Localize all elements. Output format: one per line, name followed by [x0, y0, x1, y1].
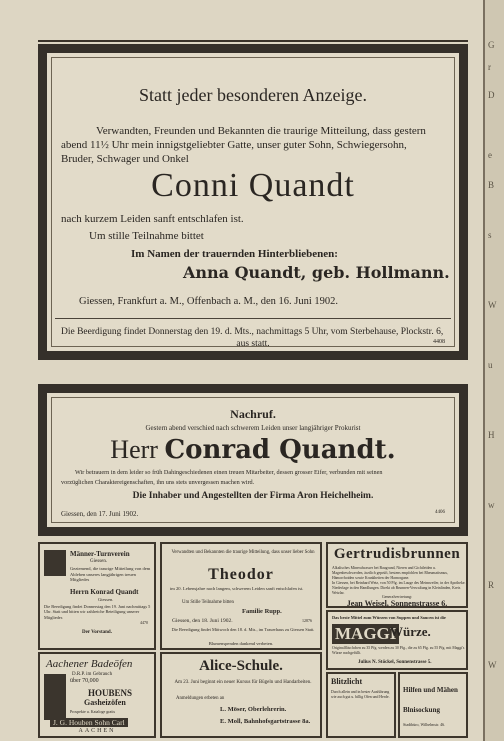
- ref-number: 12876: [302, 618, 312, 623]
- funeral-info: Die Beerdigung findet Donnerstag den 19. d. Mts., nachmittags 5 Uhr, vom Sterbehause, Plockstr. 6,: [61, 327, 444, 337]
- edge-letter: B: [488, 180, 495, 190]
- ad-name: Theodor: [208, 566, 274, 583]
- ad-text: Das beste Mittel zum Würzen von Suppen und Saucen ist die: [332, 615, 446, 620]
- ref-number: 4406: [435, 510, 445, 515]
- ad-title: Alice-Schule.: [199, 658, 283, 674]
- ad-title: Gertrudisbrunnen: [333, 546, 461, 562]
- edge-letter: r: [488, 62, 491, 72]
- ad-title: Blitzlicht: [331, 677, 363, 686]
- edge-letter: R: [488, 580, 495, 590]
- ad-text: Die Beerdigung findet Donnerstag den 19. Juni nachmittags 5 Uhr. Statt und bitten wir zahlreiche Beteiligung unserer Mitglieder.: [44, 604, 151, 620]
- ad-brand: Blnisockung: [403, 706, 440, 714]
- ad-maggi: [326, 610, 468, 670]
- signature-name: Anna Quandt, geb. Hollmann.: [183, 263, 450, 282]
- ad-address: Stadtbüro, Wilhelmstr. 46.: [403, 722, 446, 727]
- ad-family: Familie Rupp.: [242, 608, 282, 615]
- ref-number: 4470: [140, 620, 148, 625]
- ad-name: Herrn Konrad Quandt: [70, 588, 139, 596]
- ad-theodor: [160, 542, 322, 650]
- top-rule: [38, 40, 468, 42]
- ad-text: Durch allein und in bester Ausführung wie auch gut u. billig Ofen und Herde.: [331, 690, 390, 699]
- notice-text: nach kurzem Leiden sanft entschlafen ist.: [61, 213, 244, 225]
- ad-name: Jean Weisel, Sonnenstrasse 6.: [346, 599, 448, 608]
- ad-blitzlicht: [326, 672, 396, 738]
- edge-letter: D: [488, 90, 495, 100]
- edge-letter: G: [488, 40, 495, 50]
- funeral-info: aus statt.: [236, 339, 270, 349]
- obituary-text: vorzüglichen Charaktereigenschaften, ihn uns stets unvergessen machen wird.: [61, 479, 255, 486]
- ad-brand: MAGGI: [332, 624, 399, 644]
- obituary-name: [47, 435, 459, 465]
- ad-title: Männer-Turnverein: [70, 550, 130, 558]
- edge-letter: u: [488, 360, 493, 370]
- notice-text: Um stille Teilnahme bittet: [89, 230, 204, 242]
- ad-text: über 70,000: [70, 678, 99, 684]
- ad-text: Generalvertretung:: [381, 594, 413, 599]
- edge-letter: H: [488, 430, 495, 440]
- obituary-conrad-quandt: [38, 384, 468, 536]
- ad-text: Alkalisches Mineralwasser bei Baugrund, Nieren und Gichtleiden u. Magenbeschwerden, ärztlich geprüft, bestens empfohlen bei Rheumatismus, Hämorrhoiden sowie Krankheiten der Harnorgane.: [332, 566, 448, 580]
- ad-title: Aachener Badeöfen: [46, 658, 133, 670]
- ad-alice-schule: [160, 652, 322, 738]
- ad-brand: HOUBENS: [88, 688, 133, 698]
- notice-text: Im Namen der trauernden Hinterbliebenen:: [131, 248, 338, 260]
- obituary-date: Giessen, den 17. Juni 1902.: [61, 510, 139, 518]
- ad-sub: Giessen.: [98, 597, 114, 602]
- ad-text: In Giessen, bei Reinhard Wetz, von 50 Pfg. im Lauge des Meimweiler, in der Apotheke. Niederlage in den Handlungen. Direkt ab Brunnen-Verwaltung in Kleinlinden, Kreis Wetzlar.: [332, 581, 466, 595]
- ad-text: Originalfläschchen zu 35 Pfg. werden zu 30 Pfg., die zu 65 Pfg. zu 55 Pfg. mit Maggi's Würze nachgefüllt.: [332, 646, 465, 655]
- ad-misc: [398, 672, 468, 738]
- edge-letter: s: [488, 230, 492, 240]
- ad-sign: Der Vorstand.: [82, 630, 112, 635]
- place-date: Giessen, Frankfurt a. M., Offenbach a. M., den 16. Juni 1902.: [79, 296, 339, 307]
- ad-text: Anmeldungen erbeten an: [176, 696, 225, 701]
- ad-text: Prospekte u. Kataloge gratis: [70, 709, 116, 714]
- ad-name: L. Möser, Oberlehrerin.: [220, 706, 287, 713]
- edge-letter: e: [488, 150, 492, 160]
- notice-heading: Statt jeder besonderen Anzeige.: [139, 85, 367, 105]
- obituary-text: Gestern abend verschied nach schwerem Leiden unser langjähriger Prokurist: [145, 424, 361, 432]
- ad-city: Giessen.: [90, 559, 108, 564]
- obituary-heading: Nachruf.: [230, 407, 276, 421]
- ad-text: Die Beerdigung findet Mittwoch den 18. d. Mts., im Trauerhaus zu Giessen Statt.: [171, 627, 315, 632]
- notice-text: abend 11½ Uhr mein innigstgeliebter Gatte, unser guter Sohn, Schwiegersohn,: [61, 139, 407, 151]
- ad-text: Verwandten und Bekannten die traurige Mitteilung, dass unser lieber Sohn: [171, 550, 315, 555]
- deceased-name: Conni Quandt: [151, 167, 355, 204]
- notice-text: Verwandten, Freunden und Bekannten die traurige Mitteilung, dass gestern: [96, 125, 426, 137]
- edge-letter: W: [488, 660, 497, 670]
- death-notice-conni-quandt: [38, 44, 468, 360]
- ad-text: Geziemend, die traurige Mitteilung von dem Ableben unseres langjährigen treuen Mitgliedes: [70, 566, 151, 582]
- ad-company: J. G. Houben Sohn Carl: [50, 718, 128, 727]
- adjacent-page-edge: [483, 0, 504, 741]
- ad-name: Hilfen und Mähen: [403, 686, 458, 694]
- ad-text: Am 23. Juni beginnt ein neuer Kursus für Bügeln und Handarbeiten.: [174, 680, 312, 685]
- stove-icon: [44, 674, 66, 720]
- ad-date: Giessen, den 18. Juni 1902.: [172, 618, 233, 624]
- ad-text: D.R.P. im Gebrauch: [72, 672, 113, 677]
- ad-name: E. Moll, Bahnhofsgartstrasse 8a.: [220, 718, 311, 725]
- edge-letter: w: [488, 500, 495, 510]
- notice-text: Bruder, Schwager und Onkel: [61, 153, 189, 165]
- signature: [183, 263, 450, 283]
- ad-turnverein: [38, 542, 156, 650]
- ad-brand: Gasheizöfen: [84, 698, 126, 707]
- ad-text: Blumenspenden dankend verbeten.: [208, 641, 274, 646]
- ad-dealer: Julius N. Stöckel, Sonnenstrasse 5.: [358, 660, 432, 665]
- ad-city: AACHEN: [78, 728, 116, 734]
- divider: [55, 318, 451, 319]
- ref-number: 4408: [433, 339, 445, 345]
- ad-gertrudisbrunnen: [326, 542, 468, 608]
- ad-text: im 20. Lebensjahre nach langem, schwerem Leiden sanft entschlafen ist.: [170, 586, 304, 591]
- crest-icon: [44, 550, 66, 576]
- ad-text: Um Stille Teilnahme bitten: [182, 600, 234, 605]
- ad-brand: Würze.: [390, 624, 431, 639]
- edge-letter: W: [488, 300, 497, 310]
- obituary-signature: Die Inhaber und Angestellten der Firma Aron Heichelheim.: [132, 491, 374, 501]
- obituary-text: Wir betrauern in dem leider so früh Dahingeschiedenen einen treuen Mitarbeiter, dessen grosser Eifer, verbunden mit seinen: [75, 469, 383, 476]
- ad-badeofen: [38, 652, 156, 738]
- deceased-name: Conrad Quandt.: [164, 435, 396, 465]
- name-prefix: Herr: [110, 435, 158, 464]
